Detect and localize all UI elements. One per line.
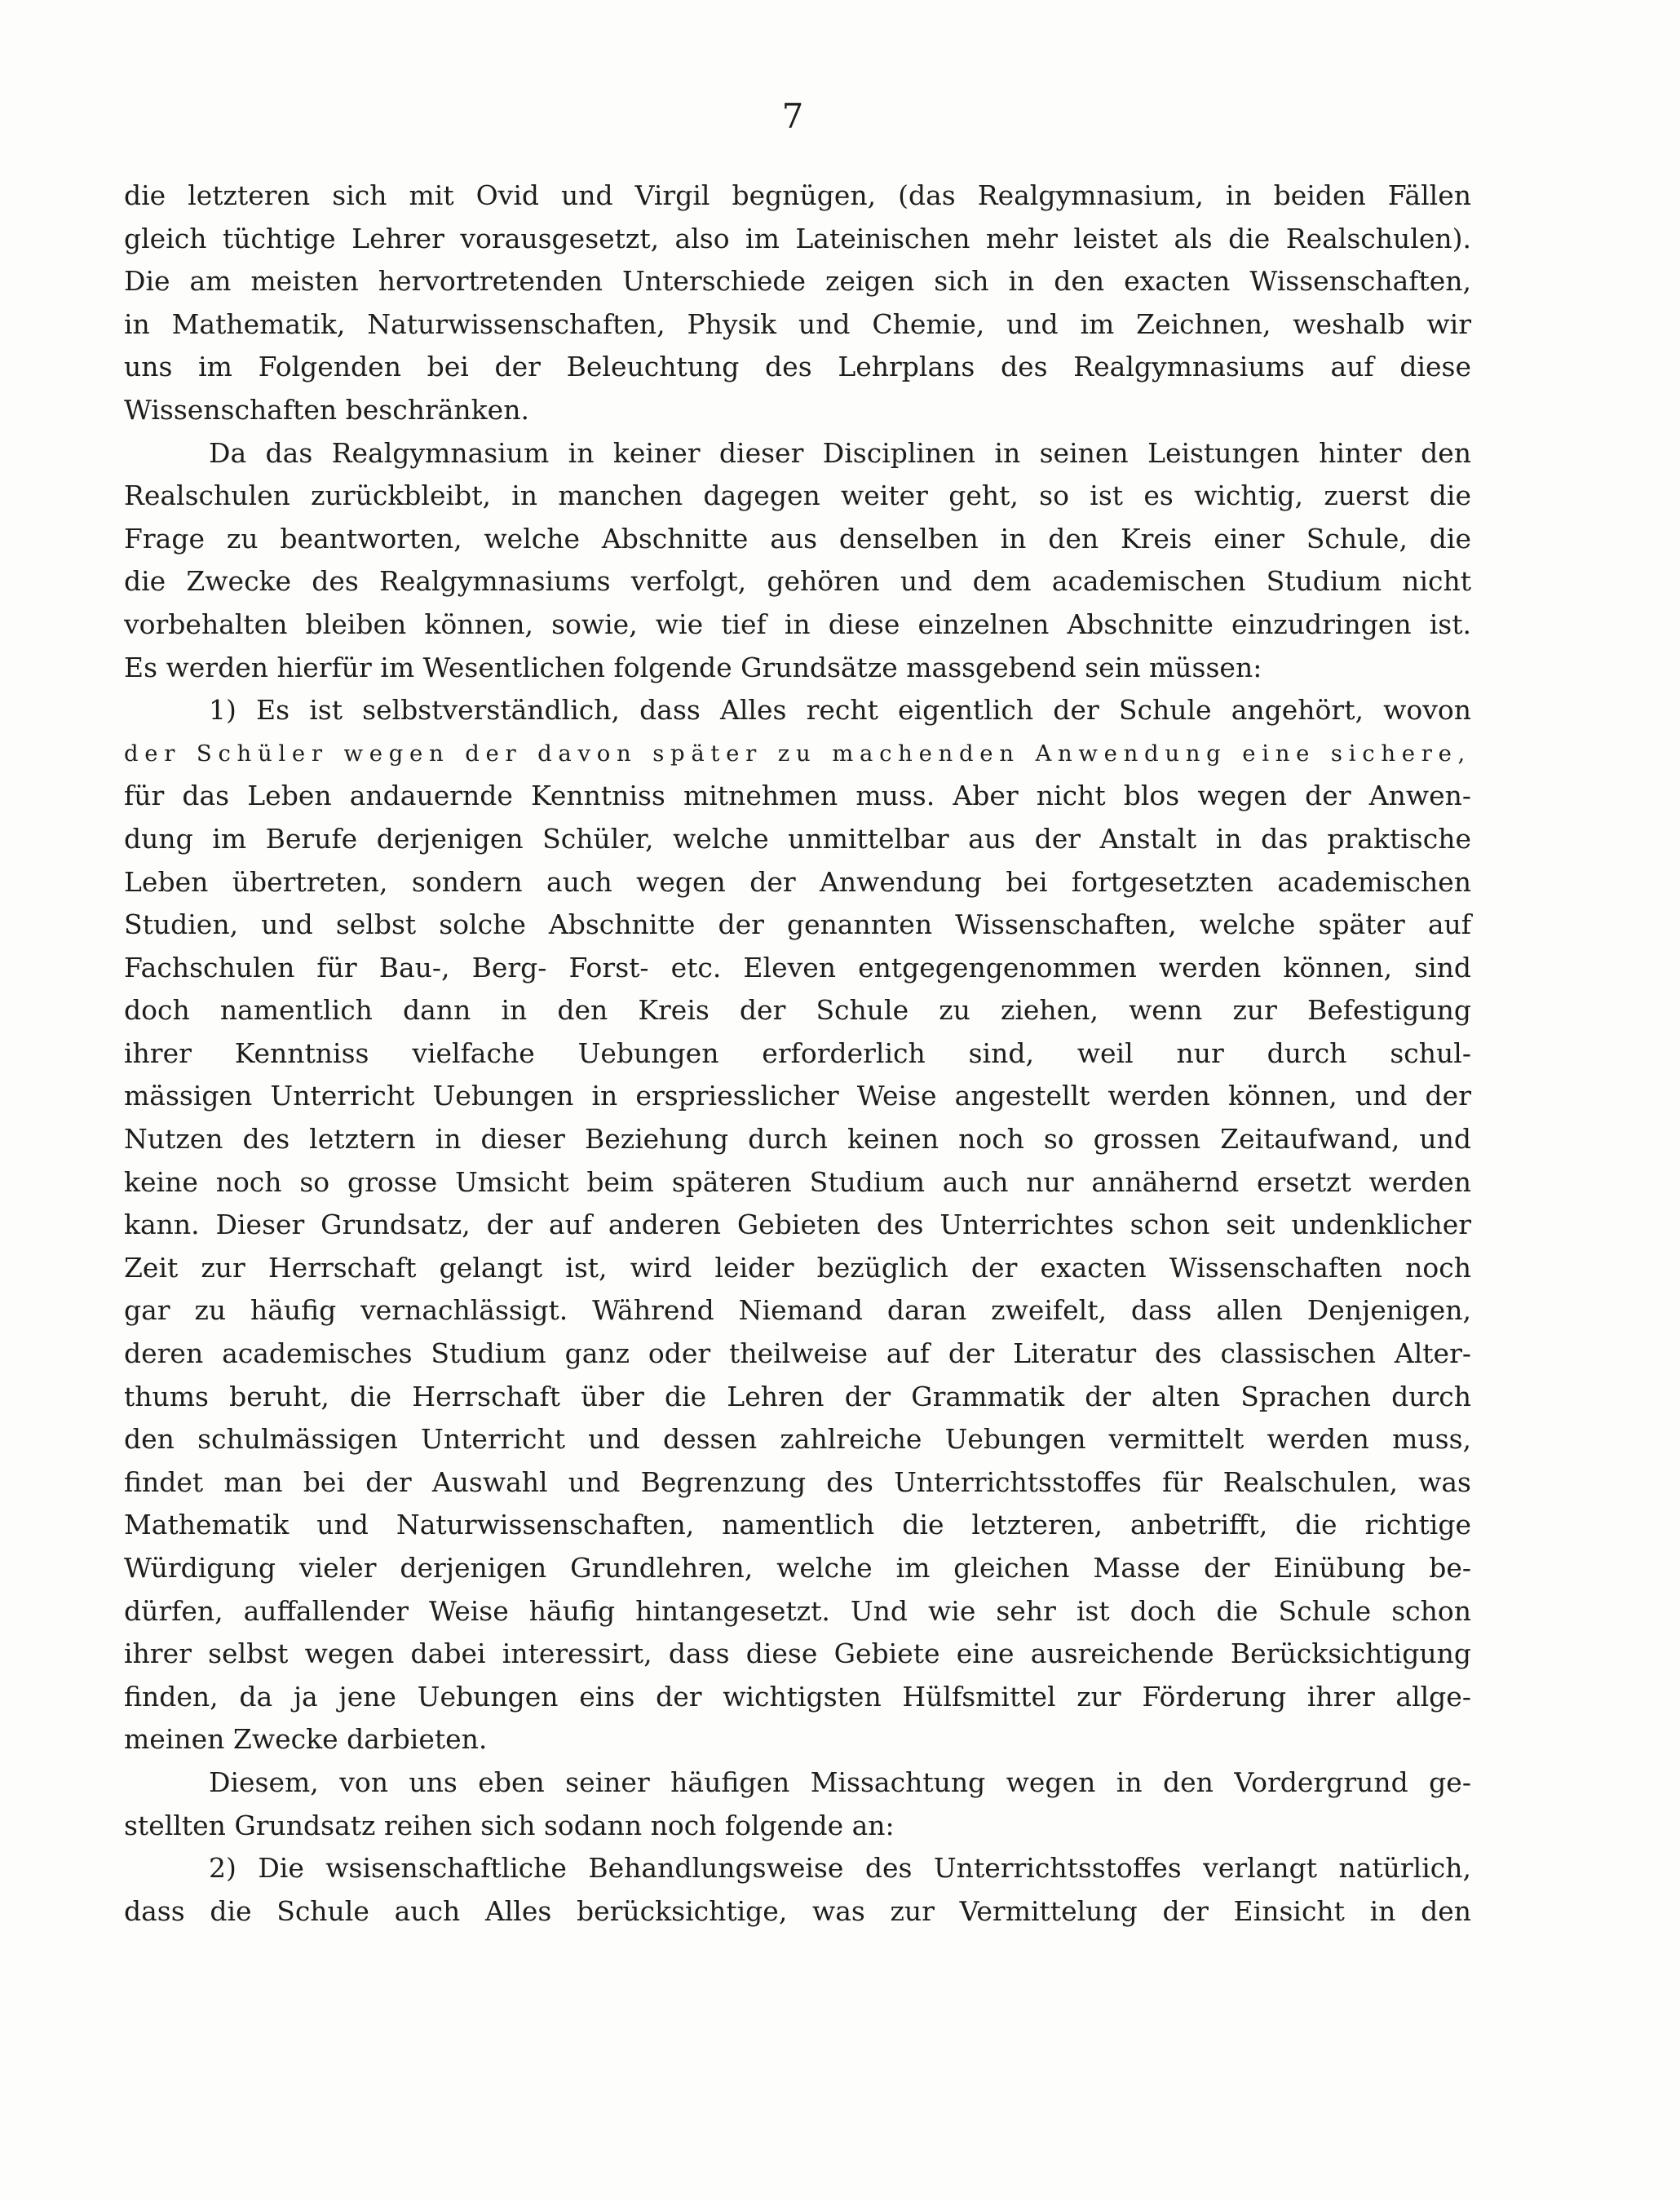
text-line: die letzteren sich mit Ovid und Virgil begnügen, (das Realgymnasium, in beiden Fällen <box>124 179 1471 211</box>
text-line: Fachschulen für Bau-, Berg- Forst- etc. Eleven entgegengenommen werden können, sind <box>124 951 1471 983</box>
text-line: meinen Zwecke darbieten. <box>124 1723 488 1756</box>
text-line: Realschulen zurückbleibt, in manchen dagegen weiter geht, so ist es wichtig, zuerst die <box>124 480 1471 512</box>
text-line: der Schüler wegen der davon später zu machenden Anwendung eine sichere, <box>124 740 1471 767</box>
text-line: Würdigung vieler derjenigen Grundlehren, welche im gleichen Masse der Einübung be- <box>124 1552 1471 1584</box>
text-line: Leben übertreten, sondern auch wegen der Anwendung bei fortgesetzten academischen <box>124 865 1471 898</box>
text-line: dass die Schule auch Alles berücksichtige, was zur Vermittelung der Einsicht in den <box>124 1894 1471 1927</box>
text-line: Wissenschaften beschränken. <box>124 393 529 426</box>
text-line: 1) Es ist selbstverständlich, dass Alles recht eigentlich der Schule angehört, wovon <box>209 694 1471 727</box>
text-line: Da das Realgymnasium in keiner dieser Disciplinen in seinen Leistungen hinter den <box>209 436 1471 469</box>
text-line: deren academisches Studium ganz oder theilweise auf der Literatur des classischen Alter- <box>124 1337 1471 1370</box>
text-line: finden, da ja jene Uebungen eins der wichtigsten Hülfsmittel zur Förderung ihrer allge- <box>124 1680 1471 1713</box>
text-line: findet man bei der Auswahl und Begrenzung des Unterrichtsstoffes für Realschulen, was <box>124 1465 1471 1498</box>
text-line: den schulmässigen Unterricht und dessen zahlreiche Uebungen vermittelt werden muss, <box>124 1423 1471 1456</box>
text-line: Diesem, von uns eben seiner häufigen Missachtung wegen in den Vordergrund ge- <box>209 1766 1471 1798</box>
text-line: ihrer Kenntniss vielfache Uebungen erforderlich sind, weil nur durch schul- <box>124 1036 1471 1069</box>
body-text <box>124 175 1471 1933</box>
text-line: kann. Dieser Grundsatz, der auf anderen Gebieten des Unterrichtes schon seit undenklicher <box>124 1209 1471 1241</box>
text-line: ihrer selbst wegen dabei interessirt, dass diese Gebiete eine ausreichende Berücksichtigung <box>124 1637 1471 1670</box>
text-line: uns im Folgenden bei der Beleuchtung des Lehrplans des Realgymnasiums auf diese <box>124 351 1471 383</box>
text-line: Mathematik und Naturwissenschaften, namentlich die letzteren, anbetrifft, die richtige <box>124 1509 1471 1541</box>
text-line: stellten Grundsatz reihen sich sodann noch folgende an: <box>124 1809 895 1841</box>
text-line: Studien, und selbst solche Abschnitte der genannten Wissenschaften, welche später auf <box>124 908 1471 941</box>
text-line: 2) Die wsisenschaftliche Behandlungsweise des Unterrichtsstoffes verlangt natürlich, <box>209 1852 1471 1885</box>
text-line: gar zu häufig vernachlässigt. Während Niemand daran zweifelt, dass allen Denjenigen, <box>124 1294 1471 1327</box>
text-line: gleich tüchtige Lehrer vorausgesetzt, also im Lateinischen mehr leistet als die Realschulen). <box>124 222 1471 254</box>
text-line: dürfen, auffallender Weise häufig hintangesetzt. Und wie sehr ist doch die Schule schon <box>124 1594 1471 1627</box>
text-line: Es werden hierfür im Wesentlichen folgende Grundsätze massgebend sein müssen: <box>124 651 1262 683</box>
text-line: die Zwecke des Realgymnasiums verfolgt, gehören und dem academischen Studium nicht <box>124 565 1471 598</box>
text-line: für das Leben andauernde Kenntniss mitnehmen muss. Aber nicht blos wegen der Anwen- <box>124 780 1471 812</box>
text-line: dung im Berufe derjenigen Schüler, welche unmittelbar aus der Anstalt in das praktische <box>124 822 1471 855</box>
text-line: mässigen Unterricht Uebungen in erspriesslicher Weise angestellt werden können, und der <box>124 1080 1471 1112</box>
text-line: Frage zu beantworten, welche Abschnitte aus denselben in den Kreis einer Schule, die <box>124 522 1471 555</box>
text-line: Die am meisten hervortretenden Unterschiede zeigen sich in den exacten Wissenschaften, <box>124 265 1471 298</box>
text-line: keine noch so grosse Umsicht beim späteren Studium auch nur annähernd ersetzt werden <box>124 1165 1471 1198</box>
text-line: in Mathematik, Naturwissenschaften, Physik und Chemie, und im Zeichnen, weshalb wir <box>124 307 1471 340</box>
text-line: doch namentlich dann in den Kreis der Schule zu ziehen, wenn zur Befestigung <box>124 994 1471 1027</box>
text-line: vorbehalten bleiben können, sowie, wie tief in diese einzelnen Abschnitte einzudringen ist. <box>124 608 1471 640</box>
text-line: thums beruht, die Herrschaft über die Lehren der Grammatik der alten Sprachen durch <box>124 1380 1471 1412</box>
text-line: Nutzen des letztern in dieser Beziehung durch keinen noch so grossen Zeitaufwand, und <box>124 1123 1471 1156</box>
text-line: Zeit zur Herrschaft gelangt ist, wird leider bezüglich der exacten Wissenschaften noch <box>124 1251 1471 1284</box>
page-number: 7 <box>781 96 804 136</box>
